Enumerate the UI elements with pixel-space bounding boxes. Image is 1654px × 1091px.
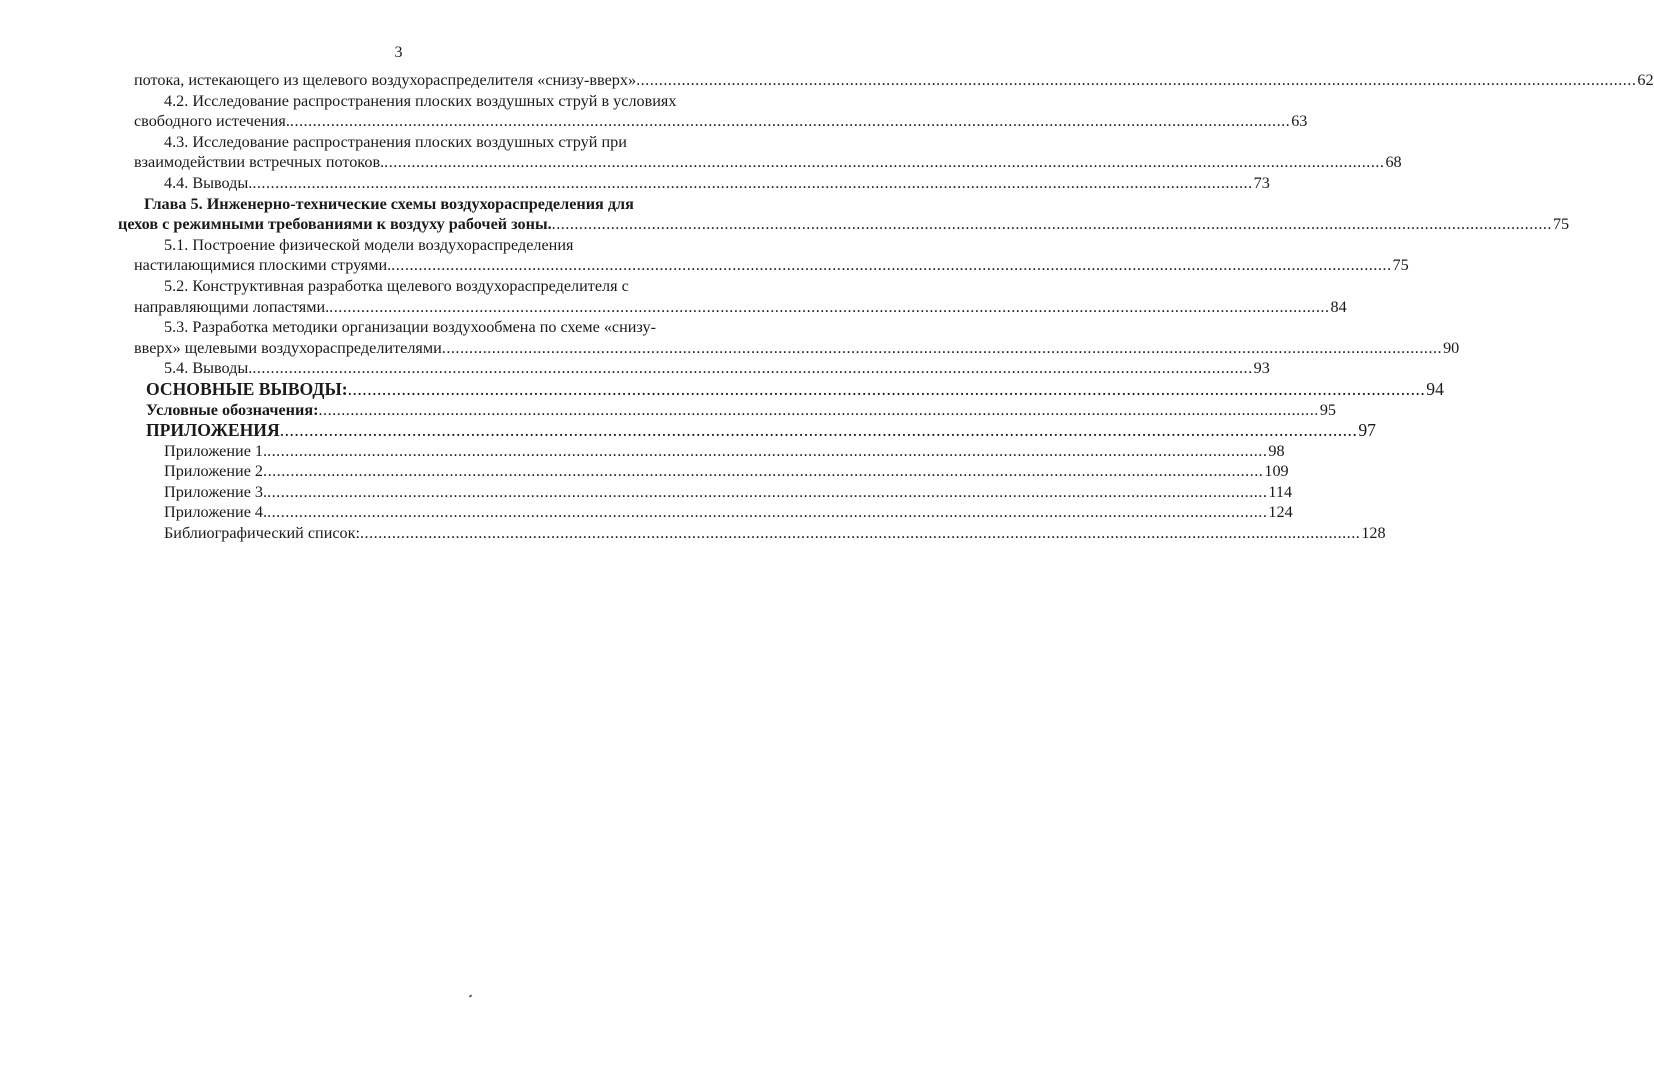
dot-leader: ............................................................................................................................................................................................................................ [636,71,1637,89]
toc-line [118,255,1409,276]
toc-line [118,400,1336,421]
toc-line [118,523,1386,544]
table-of-contents [118,70,1654,544]
toc-entry-text: ОСНОВНЫЕ ВЫВОДЫ: [146,378,348,399]
dot-leader: ............................................................................................................................................................................................................................ [267,503,1268,522]
toc-entry-text: 5.2. Конструктивная разработка щелевого воздухораспределителя с [164,276,629,295]
toc-line [118,70,1654,91]
toc-entry-text: Библиографический список: [164,524,360,543]
toc-entry-text: Приложение 4. [164,503,268,522]
toc-line [118,91,762,112]
toc-entry-text: вверх» щелевыми воздухораспределителями [134,338,442,357]
dot-leader: ............................................................................................................................................................................................................................ [267,482,1268,501]
toc-line [118,420,1376,441]
toc-line [118,173,1270,194]
toc-entry-text: настилающимися плоскими струями. [134,256,392,275]
toc-page-number: 84 [1330,297,1347,316]
dot-leader: ............................................................................................................................................................................................................................ [263,462,1264,481]
dot-leader: ............................................................................................................................................................................................................................ [384,153,1385,172]
toc-page-number: 124 [1268,503,1293,522]
toc-page-number: 75 [1552,215,1570,234]
dot-leader: ............................................................................................................................................................................................................................ [252,173,1253,192]
toc-page-number: 97 [1358,420,1376,441]
dot-leader: ............................................................................................................................................................................................................................ [347,378,1426,399]
toc-entry-text: 5.1. Построение физической модели воздухораспределения [164,235,574,254]
toc-line [118,214,1570,235]
toc-line [118,378,1444,400]
dot-leader: ............................................................................................................................................................................................................................ [441,338,1443,357]
toc-line [118,317,762,338]
toc-page-number: 68 [1385,153,1402,172]
toc-line [118,297,1347,318]
toc-line [118,194,762,215]
toc-line [118,502,1293,523]
toc-entry-text: 4.2. Исследование распространения плоских воздушных струй в условиях [164,91,677,110]
toc-entry-text: направляющими лопастями. [134,297,330,316]
toc-entry-text: 5.4. Выводы. [164,359,253,378]
dot-leader: ............................................................................................................................................................................................................................ [551,215,1552,234]
toc-line [118,235,762,256]
dot-leader: ............................................................................................................................................................................................................................ [318,400,1319,419]
page-number: 3 [394,44,403,61]
toc-entry-text: 4.3. Исследование распространения плоских воздушных струй при [164,132,627,151]
scan-speck [469,994,473,997]
toc-line [118,358,1270,379]
toc-line [118,461,1289,482]
toc-line [118,338,1460,359]
dot-leader: ............................................................................................................................................................................................................................ [391,256,1392,275]
toc-entry-text: Приложение 2 [164,462,264,481]
toc-page-number: 95 [1319,400,1336,419]
toc-page-number: 75 [1392,256,1409,275]
toc-page-number: 98 [1268,441,1285,460]
toc-entry-text: 4.4. Выводы. [164,173,253,192]
toc-entry-text: 5.3. Разработка методики организации воздухообмена по схеме «снизу- [164,318,656,337]
toc-entry-text: потока, истекающего из щелевого воздухораспределителя «снизу-вверх» [134,71,637,89]
toc-line [118,482,1293,503]
dot-leader: ............................................................................................................................................................................................................................ [267,441,1268,460]
dot-leader: ............................................................................................................................................................................................................................ [329,297,1330,316]
toc-entry-text: Приложение 3. [164,482,268,501]
toc-page-number: 62 [1637,71,1654,89]
toc-entry-text: Глава 5. Инженерно-технические схемы воздухораспределения для [144,194,634,213]
dot-leader: ............................................................................................................................................................................................................................ [289,112,1291,131]
toc-page-number: 94 [1426,378,1444,399]
toc-entry-text: взаимодействии встречных потоков. [134,153,385,172]
toc-page-number: 109 [1264,462,1289,481]
toc-page-number: 73 [1253,173,1270,192]
toc-line [118,441,1285,462]
toc-page-number: 128 [1361,524,1386,543]
toc-page-number: 63 [1291,112,1308,131]
toc-line [118,111,1308,132]
toc-page-number: 93 [1253,359,1270,378]
toc-entry-text: Условные обозначения: [146,400,319,419]
toc-entry-text: Приложение 1. [164,441,268,460]
toc-entry-text: ПРИЛОЖЕНИЯ [146,420,280,441]
toc-entry-text: свободного истечения. [134,112,290,131]
toc-line [118,152,1402,173]
toc-entry-text: цехов с режимными требованиями к воздуху рабочей зоны. [118,215,552,234]
dot-leader: ............................................................................................................................................................................................................................ [279,420,1358,441]
toc-line [118,276,762,297]
dot-leader: ............................................................................................................................................................................................................................ [360,524,1361,543]
toc-page-number: 90 [1443,338,1460,357]
dot-leader: ............................................................................................................................................................................................................................ [252,359,1253,378]
toc-line [118,132,762,153]
toc-page-number: 114 [1268,482,1293,501]
